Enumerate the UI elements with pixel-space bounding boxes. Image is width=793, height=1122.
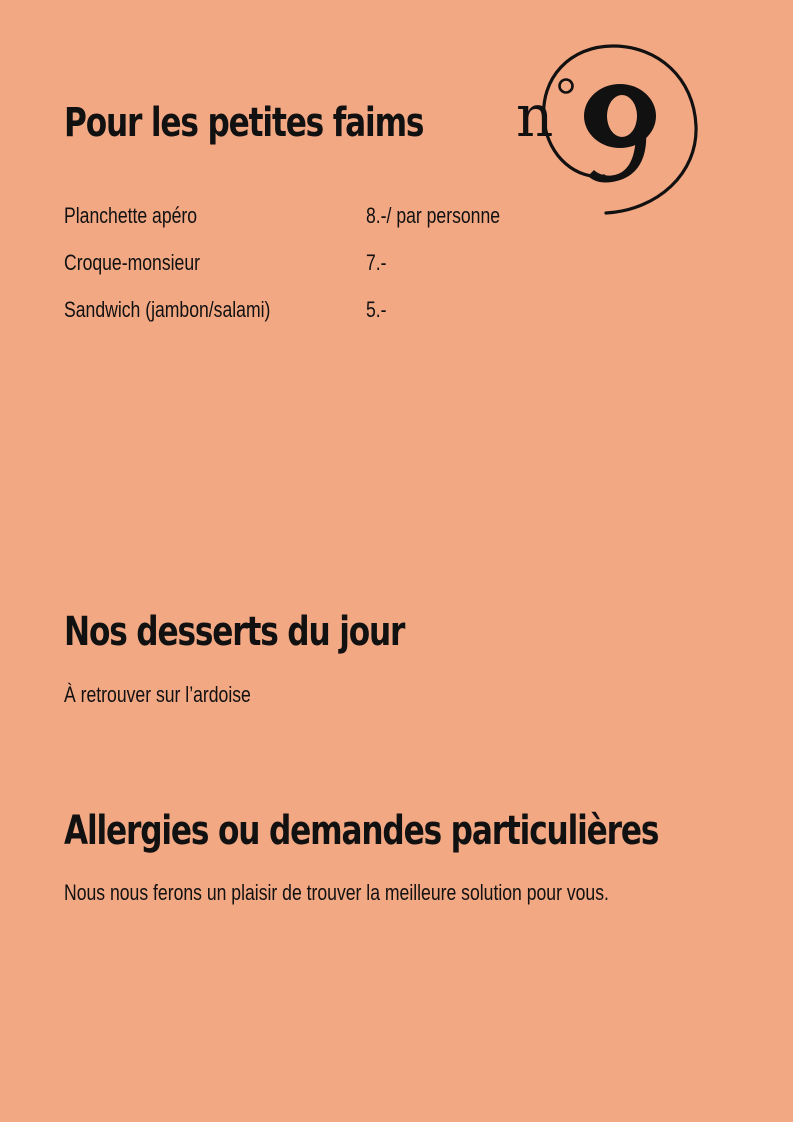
desserts-title: Nos desserts du jour [64, 609, 405, 655]
snacks-title: Pour les petites faims [64, 100, 424, 146]
desserts-text: À retrouver sur l’ardoise [64, 682, 251, 707]
menu-item [64, 248, 584, 295]
allergies-title: Allergies ou demandes particulières [64, 808, 659, 854]
menu-item-name: Sandwich (jambon/salami) [64, 297, 271, 322]
logo-n-text: n [516, 82, 554, 150]
menu-item-price: 8.-/ par personne [366, 203, 501, 228]
menu-item-name: Planchette apéro [64, 203, 198, 228]
allergies-text: Nous nous ferons un plaisir de trouver la meilleure solution pour vous. [64, 880, 609, 905]
menu-item-name: Croque-monsieur [64, 250, 200, 275]
menu-item [64, 201, 584, 248]
menu-item-price: 7.- [366, 250, 387, 275]
snacks-menu-list [64, 201, 584, 342]
menu-item [64, 295, 584, 342]
no9-logo-icon [508, 38, 708, 220]
logo-9-text: 9 [508, 38, 509, 39]
menu-item-price: 5.- [366, 297, 387, 322]
